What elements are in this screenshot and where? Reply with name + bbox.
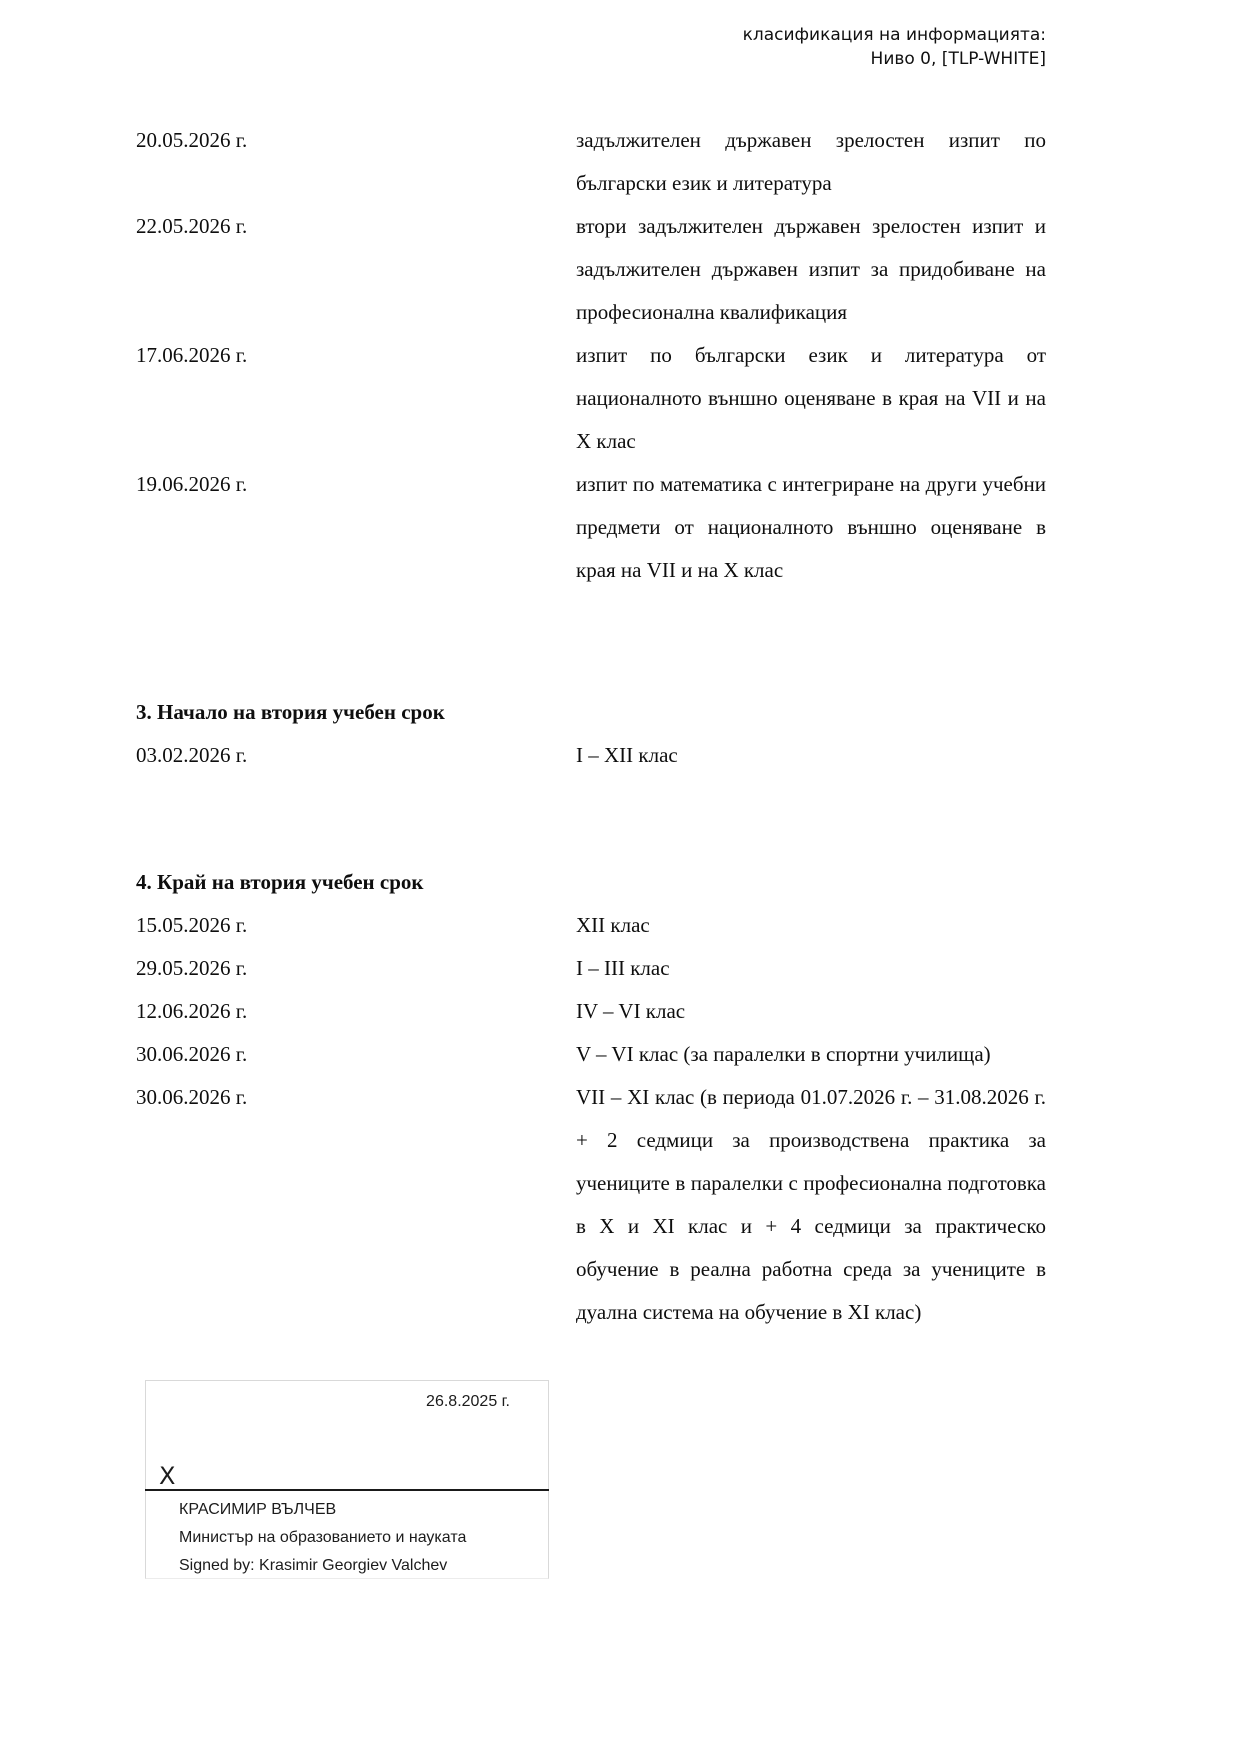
- schedule-date: 22.05.2026 г.: [136, 214, 248, 238]
- schedule-row: [136, 947, 1046, 990]
- schedule-description: изпит по математика с интегриране на други учебни предмети от националното външно оценяване в края на VII и на X клас: [576, 472, 1046, 582]
- schedule-description: изпит по български език и литература от националното външно оценяване в края на VII и на X клас: [576, 343, 1046, 453]
- schedule-row: [136, 904, 1046, 947]
- signed-by-text: Signed by: Krasimir Georgiev Valchev: [179, 1557, 448, 1574]
- schedule-row: [136, 463, 1046, 592]
- schedule-row: [136, 334, 1046, 463]
- schedule-row: [136, 119, 1046, 205]
- schedule-date: 17.06.2026 г.: [136, 343, 248, 367]
- schedule-row: [136, 1033, 1046, 1076]
- schedule-description: V – VI клас (за паралелки в спортни училища): [576, 1042, 991, 1066]
- signatory-title: Министър на образованието и науката: [179, 1529, 467, 1546]
- schedule-date: 19.06.2026 г.: [136, 472, 248, 496]
- schedule-date: 30.06.2026 г.: [136, 1042, 248, 1066]
- schedule-description: I – XII клас: [576, 743, 678, 767]
- section-3-heading: 3. Начало на втория учебен срок: [136, 700, 445, 724]
- schedule-description: задължителен държавен зрелостен изпит по български език и литература: [576, 128, 1046, 195]
- schedule-description: IV – VI клас: [576, 999, 686, 1023]
- classification-header: [743, 23, 1046, 71]
- schedule-date: 30.06.2026 г.: [136, 1085, 248, 1109]
- schedule-date: 20.05.2026 г.: [136, 128, 248, 152]
- schedule-row: [136, 1076, 1046, 1334]
- schedule-row: [136, 990, 1046, 1033]
- classification-line-1: класификация на информацията:: [742, 25, 1046, 45]
- schedule-date: 03.02.2026 г.: [136, 743, 248, 767]
- signature-x-mark: X: [159, 1462, 176, 1490]
- section-4-heading: 4. Край на втория учебен срок: [136, 870, 424, 894]
- schedule-date: 15.05.2026 г.: [136, 913, 248, 937]
- signature-date: 26.8.2025 г.: [426, 1393, 510, 1410]
- signatory-name: КРАСИМИР ВЪЛЧЕВ: [179, 1501, 337, 1518]
- schedule-description: XII клас: [576, 913, 650, 937]
- document-body: [136, 0, 1046, 1579]
- schedule-row: [136, 205, 1046, 334]
- classification-line-2: Ниво 0, [TLP-WHITE]: [870, 49, 1046, 69]
- schedule-description: втори задължителен държавен зрелостен изпит и задължителен държавен изпит за придобиване на професионална квалификация: [576, 214, 1046, 324]
- schedule-description: I – III клас: [576, 956, 670, 980]
- signature-block: [145, 1380, 549, 1579]
- schedule-date: 12.06.2026 г.: [136, 999, 248, 1023]
- schedule-row: [136, 734, 1046, 777]
- schedule-date: 29.05.2026 г.: [136, 956, 248, 980]
- signature-line: [145, 1489, 549, 1491]
- schedule-description: VII – XI клас (в периода 01.07.2026 г. – 31.08.2026 г. + 2 седмици за производствена практика за учениците в паралелки с професионална подготовка в X и XI клас и + 4 седмици за практическо обучение в реална работна среда за учениците в дуална система на обучение в XI клас): [576, 1085, 1046, 1324]
